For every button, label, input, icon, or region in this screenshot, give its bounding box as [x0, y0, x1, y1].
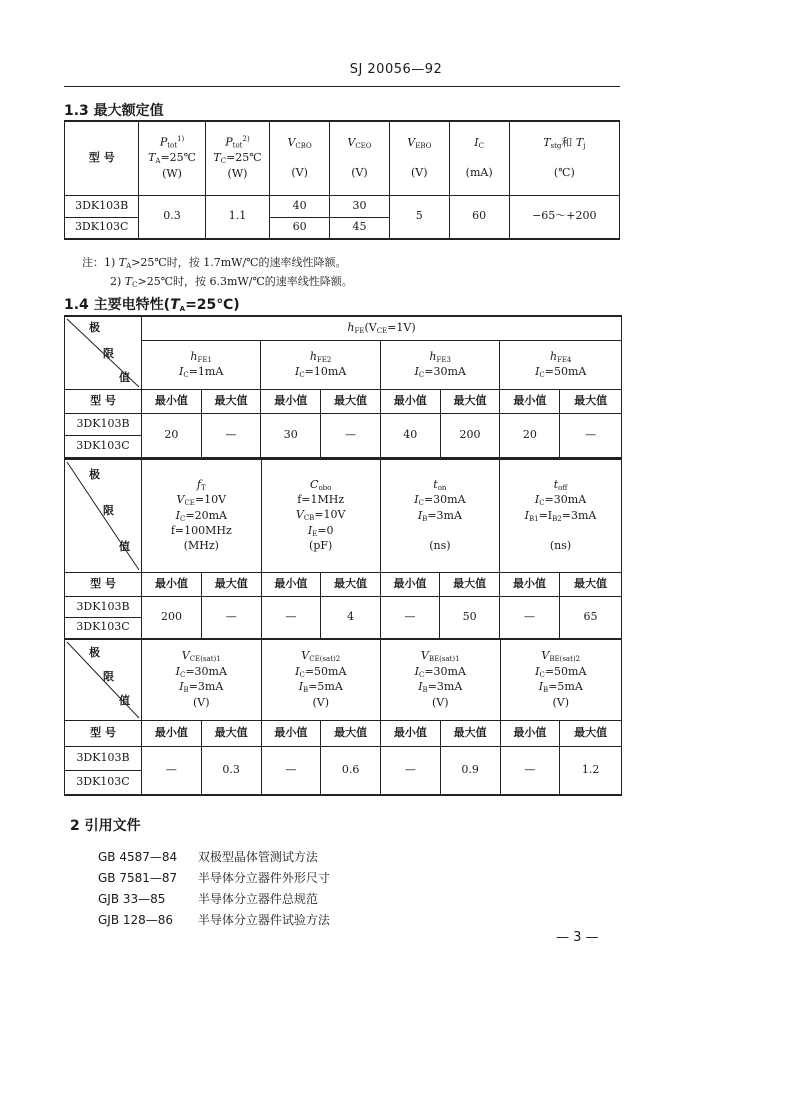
min-header: 最小值: [142, 721, 202, 747]
corner-label-zhi: 值: [119, 371, 130, 384]
electrical-block-switching: [64, 458, 622, 640]
min-header: 最小值: [261, 721, 321, 747]
reference-title: 半导体分立器件试验方法: [197, 913, 330, 927]
vbesat1-header: $V_{BE(sat)1}$ $I_C=30mA$ $I_B=3mA$ (V): [381, 639, 501, 721]
document-number: SJ 20056—92: [349, 62, 443, 77]
max-header: 最大值: [321, 390, 381, 414]
reference-item: [98, 890, 330, 911]
vceo-header: $V_{CEO}$ (V): [330, 121, 390, 195]
vebo-header: $V_{EBO}$ (V): [389, 121, 449, 195]
model-cell: 3DK103B: [65, 597, 142, 618]
value-cell: —: [201, 414, 261, 458]
reference-title: 半导体分立器件外形尺寸: [197, 871, 330, 885]
hfe4-header: $h_{FE4}$ $I_C=50mA$: [500, 341, 622, 390]
model-cell: 3DK103C: [65, 436, 142, 458]
vcesat2-header: $V_{CE(sat)2}$ $I_C=50mA$ $I_B=5mA$ (V): [261, 639, 381, 721]
min-header: 最小值: [381, 721, 441, 747]
max-header: 最大值: [201, 390, 261, 414]
ptot-a-value: 0.3: [139, 195, 205, 239]
value-cell: 20: [500, 414, 560, 458]
value-cell: —: [500, 747, 560, 795]
value-cell: 1.2: [560, 747, 622, 795]
value-cell: 0.6: [321, 747, 381, 795]
corner-label-xian: 限: [103, 347, 114, 360]
value-cell: 65: [559, 597, 621, 639]
value-cell: —: [142, 747, 202, 795]
min-header: 最小值: [380, 390, 440, 414]
value-cell: 4: [321, 597, 381, 639]
max-header: 最大值: [440, 390, 500, 414]
model-cell: 3DK103B: [65, 195, 139, 217]
min-header: 最小值: [499, 573, 559, 597]
vcesat1-header: $V_{CE(sat)1}$ $I_C=30mA$ $I_B=3mA$ (V): [142, 639, 262, 721]
value-cell: —: [380, 597, 440, 639]
reference-item: [98, 848, 330, 869]
toff-header: $t_{off}$ $I_C=30mA$ $I_{B1}=I_{B2}=3mA$ (ns): [499, 459, 621, 573]
note-1: 注：1) $T_A>25℃$时，按 1.7mW/℃的速率线性降额。: [82, 256, 347, 270]
reference-code: GJB 33—85: [98, 892, 166, 906]
vebo-value: 5: [389, 195, 449, 239]
value-cell: 50: [440, 597, 500, 639]
ton-header: $t_{on}$ $I_C=30mA$ $I_B=3mA$ (ns): [380, 459, 499, 573]
hfe-span-header: $h_{FE}(V_{CE}=1V)$: [142, 316, 622, 341]
vcbo-value: 60: [270, 217, 330, 239]
model-header: 型 号: [65, 573, 142, 597]
section-2-title: 2 引用文件: [70, 818, 141, 834]
section-1-3-title: 1.3 最大额定值: [64, 103, 164, 119]
min-header: 最小值: [142, 573, 202, 597]
model-cell: 3DK103C: [65, 217, 139, 239]
value-cell: 20: [142, 414, 202, 458]
corner-label-xian: 限: [103, 504, 114, 517]
value-cell: 200: [142, 597, 202, 639]
vcbo-value: 40: [270, 195, 330, 217]
cobo-header: $C_{obo}$ f=1MHz $V_{CB}=10V$ $I_E=0$ (pF): [261, 459, 380, 573]
reference-item: [98, 911, 330, 932]
reference-title: 半导体分立器件总规范: [197, 892, 318, 906]
reference-code: GB 7581—87: [98, 871, 178, 885]
max-header: 最大值: [321, 573, 381, 597]
min-header: 最小值: [261, 390, 321, 414]
corner-label-zhi: 值: [119, 694, 130, 707]
hfe3-header: $h_{FE3}$ $I_C=30mA$: [380, 341, 500, 390]
max-header: 最大值: [201, 573, 261, 597]
hfe2-header: $h_{FE2}$ $I_C=10mA$: [261, 341, 381, 390]
reference-code: GB 4587—84: [98, 850, 178, 864]
model-cell: 3DK103C: [65, 618, 142, 639]
value-cell: —: [261, 597, 321, 639]
ft-header: $f_T$ $V_{CE}=10V$ $I_C=20mA$ f=100MHz (MHz): [142, 459, 262, 573]
value-cell: —: [261, 747, 321, 795]
max-header: 最大值: [440, 721, 500, 747]
min-header: 最小值: [500, 721, 560, 747]
electrical-block-saturation: [64, 638, 622, 796]
max-header: 最大值: [560, 390, 622, 414]
min-header: 最小值: [261, 573, 321, 597]
header-rule: [64, 86, 620, 87]
model-cell: 3DK103C: [65, 771, 142, 795]
max-header: 最大值: [560, 721, 622, 747]
value-cell: 0.3: [201, 747, 261, 795]
min-header: 最小值: [380, 573, 440, 597]
max-header: 最大值: [440, 573, 500, 597]
model-cell: 3DK103B: [65, 414, 142, 436]
model-header: 型 号: [65, 390, 142, 414]
ic-header: $I_C$ (mA): [449, 121, 509, 195]
reference-title: 双极型晶体管测试方法: [197, 850, 318, 864]
vceo-value: 45: [330, 217, 390, 239]
value-cell: 200: [440, 414, 500, 458]
hfe1-header: $h_{FE1}$ $I_C=1mA$: [142, 341, 261, 390]
corner-label-zhi: 值: [119, 540, 130, 553]
reference-code: GJB 128—86: [98, 913, 174, 927]
value-cell: 40: [380, 414, 440, 458]
temp-value: −65～+200: [509, 195, 619, 239]
electrical-block-hfe: [64, 315, 622, 459]
temp-header: $T_{stg}$和 $T_j$ (℃): [509, 121, 619, 195]
corner-cell: [65, 316, 142, 390]
section-1-4-title: 1.4 主要电特性$(T_A=25℃)$: [64, 297, 240, 313]
value-cell: —: [499, 597, 559, 639]
model-header: 型 号: [65, 121, 139, 195]
min-header: 最小值: [500, 390, 560, 414]
max-ratings-table: [64, 120, 620, 240]
page-number: — 3 —: [556, 930, 599, 945]
ic-value: 60: [449, 195, 509, 239]
note-2: 2) $T_C>25℃$时，按 6.3mW/℃的速率线性降额。: [110, 275, 353, 289]
min-header: 最小值: [142, 390, 202, 414]
ptot-c-header: $P_{tot}^{2)}$ $T_C=25℃$ (W): [205, 121, 269, 195]
ptot-c-value: 1.1: [205, 195, 269, 239]
max-header: 最大值: [559, 573, 621, 597]
corner-cell: [65, 459, 142, 573]
corner-cell: [65, 639, 142, 721]
vbesat2-header: $V_{BE(sat)2}$ $I_C=50mA$ $I_B=5mA$ (V): [500, 639, 622, 721]
corner-label-xian: 限: [103, 670, 114, 683]
value-cell: —: [560, 414, 622, 458]
ptot-a-header: $P_{tot}^{1)}$ $T_A=25℃$ (W): [139, 121, 205, 195]
vcbo-header: $V_{CBO}$ (V): [270, 121, 330, 195]
value-cell: —: [321, 414, 381, 458]
max-header: 最大值: [321, 721, 381, 747]
corner-label-ji: 极: [89, 646, 100, 659]
vceo-value: 30: [330, 195, 390, 217]
value-cell: —: [201, 597, 261, 639]
value-cell: 0.9: [440, 747, 500, 795]
reference-item: [98, 869, 330, 890]
value-cell: —: [381, 747, 441, 795]
corner-label-ji: 极: [89, 468, 100, 481]
corner-label-ji: 极: [89, 321, 100, 334]
model-header: 型 号: [65, 721, 142, 747]
model-cell: 3DK103B: [65, 747, 142, 771]
reference-list: [98, 848, 330, 932]
value-cell: 30: [261, 414, 321, 458]
max-header: 最大值: [201, 721, 261, 747]
